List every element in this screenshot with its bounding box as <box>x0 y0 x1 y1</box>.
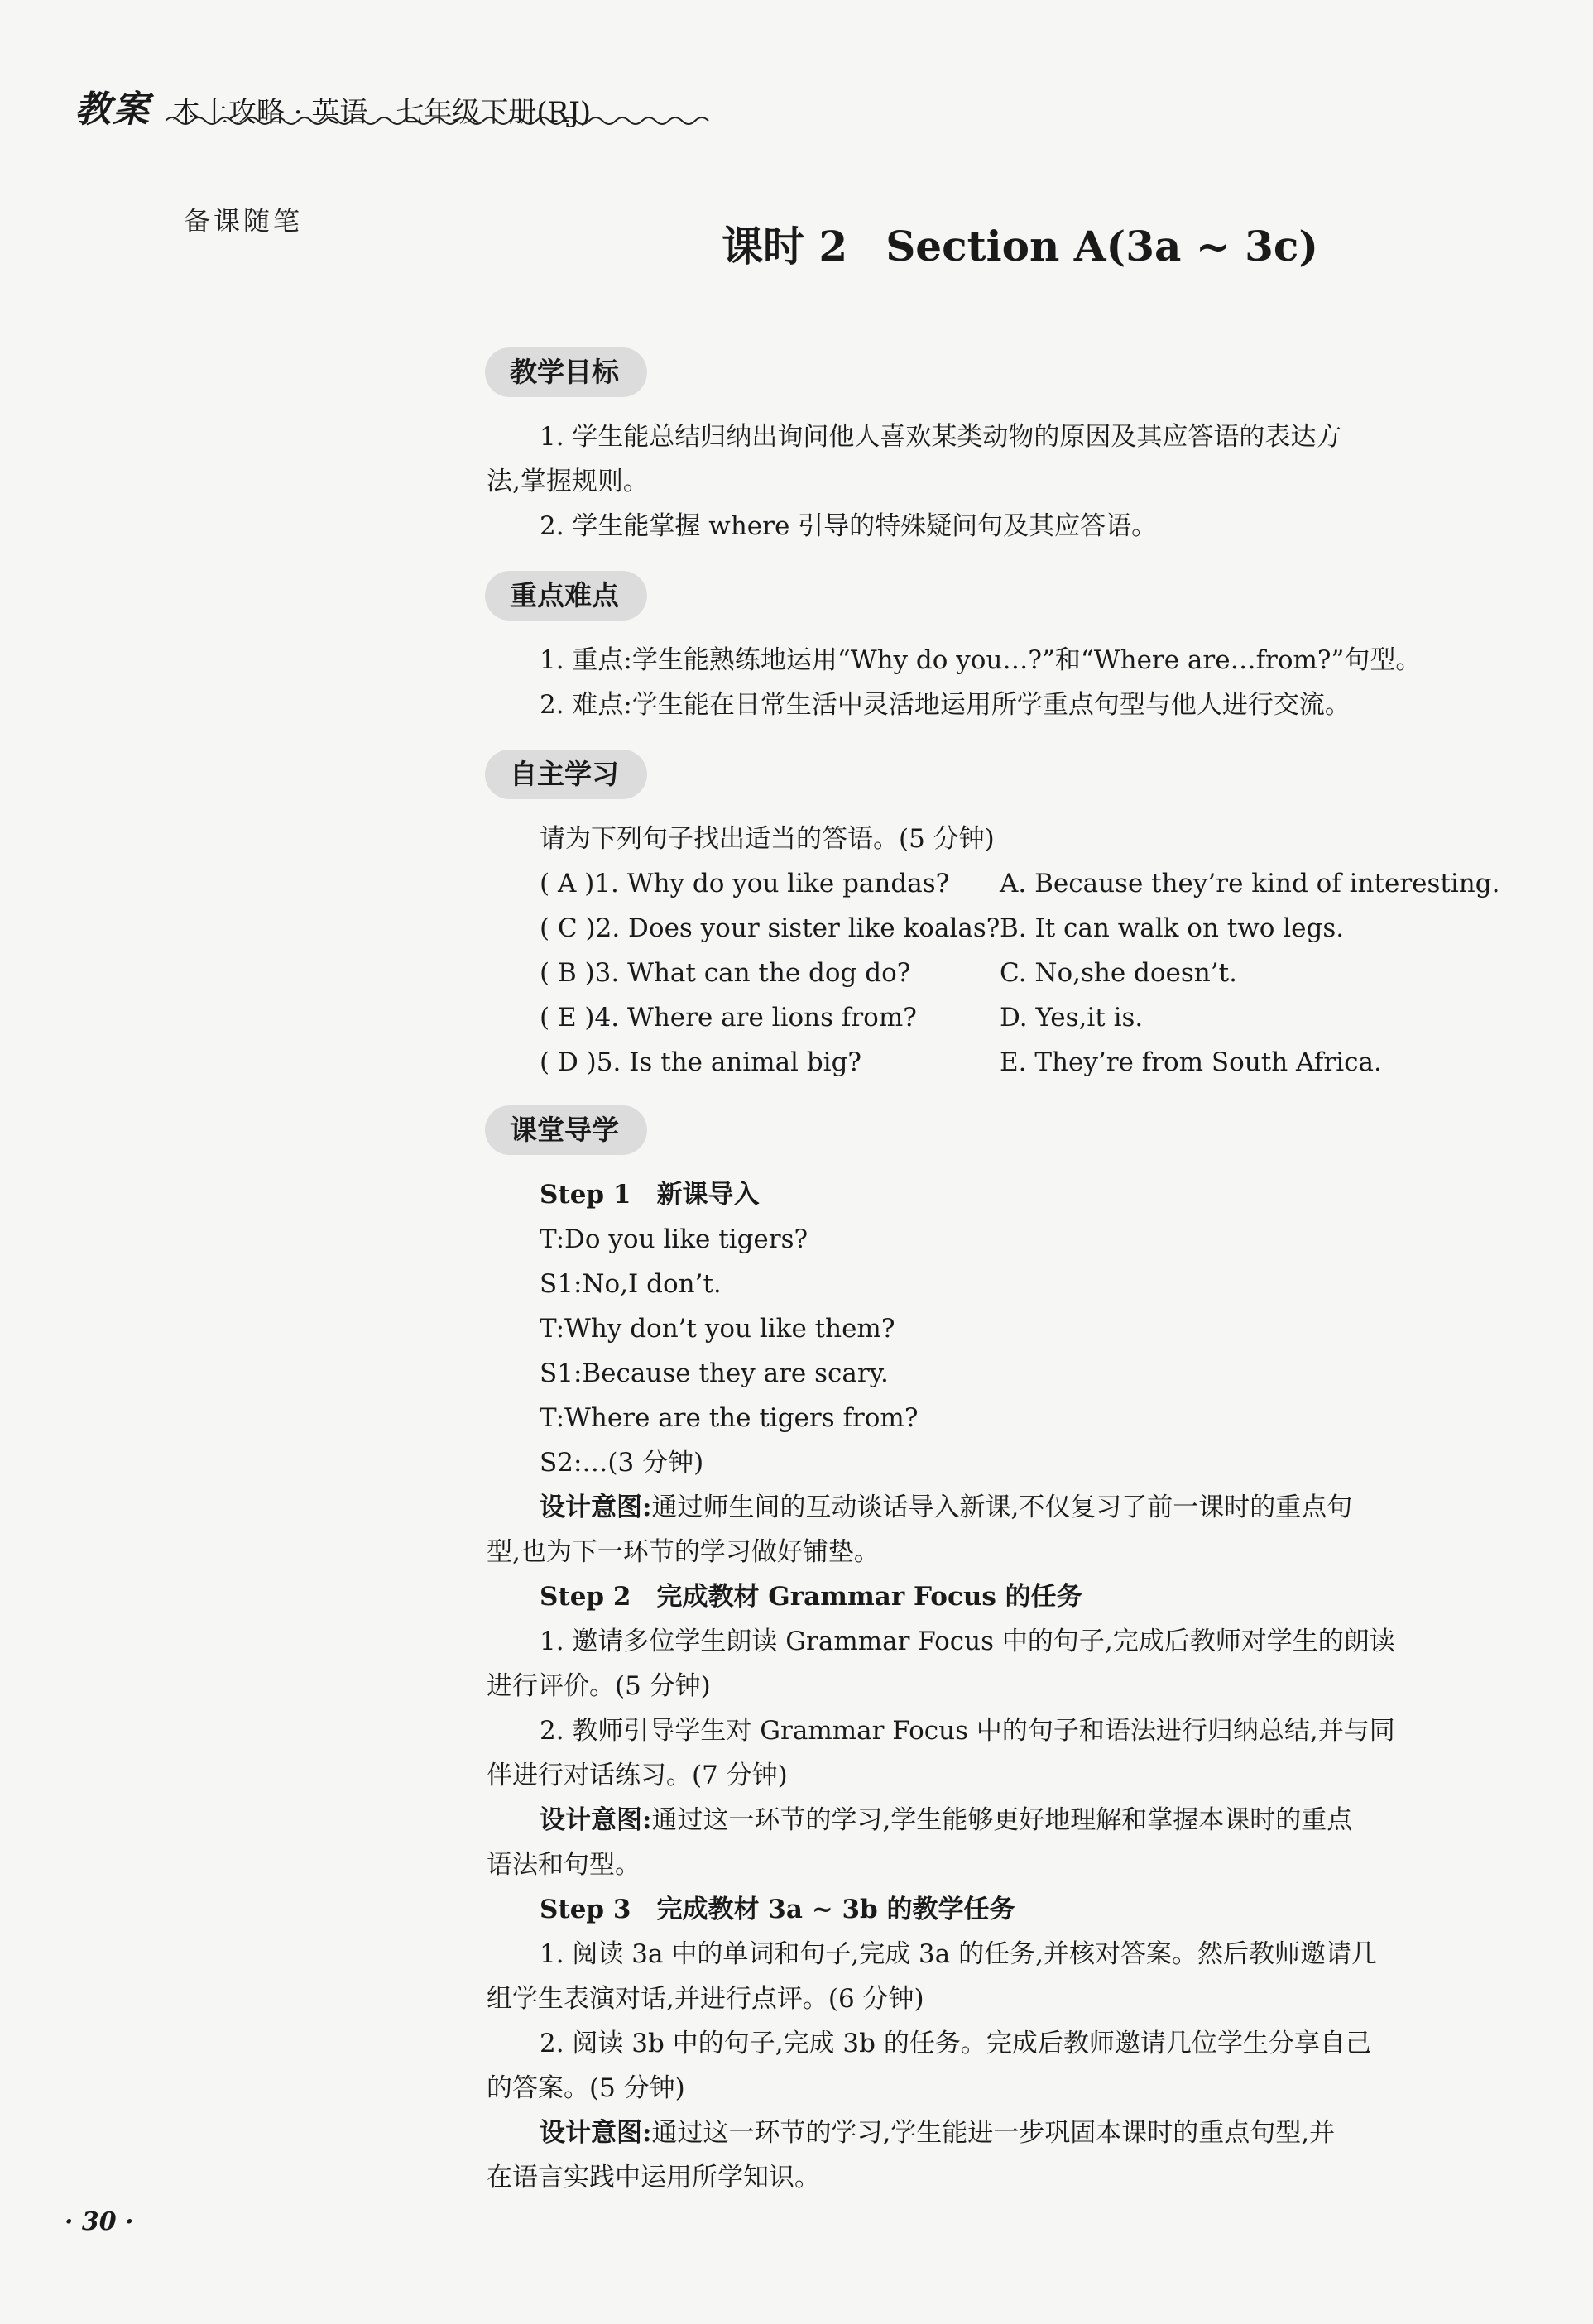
self-study-instruction: 请为下列句子找出适当的答语。(5 分钟) <box>540 824 995 854</box>
answer-option: E. They’re from South Africa. <box>1000 1047 1382 1077</box>
page-number: · 30 · <box>65 2207 134 2236</box>
header-logo: 教案 <box>74 89 151 131</box>
goal-line: 1. 学生能总结归纳出询问他人喜欢某类动物的原因及其应答语的表达方 <box>540 422 1342 452</box>
dialogue-line: T:Do you like tigers? <box>540 1224 808 1254</box>
step-2-line: 进行评价。(5 分钟) <box>487 1671 711 1701</box>
key-point-line: 1. 重点:学生能熟练地运用“Why do you…?”和“Where are…from?”句型。 <box>540 645 1422 675</box>
design-intent-1-cont: 型,也为下一环节的学习做好铺垫。 <box>487 1537 880 1567</box>
question-item: ( E )4. Where are lions from? <box>540 1003 917 1033</box>
step-2-line: 1. 邀请多位学生朗读 Grammar Focus 中的句子,完成后教师对学生的朗读 <box>540 1627 1395 1656</box>
key-point-line: 2. 难点:学生能在日常生活中灵活地运用所学重点句型与他人进行交流。 <box>540 690 1351 720</box>
section-badge-self-study: 自主学习 <box>485 750 647 799</box>
section-badge-key-points: 重点难点 <box>485 571 647 621</box>
step-2-line: 伴进行对话练习。(7 分钟) <box>487 1761 788 1790</box>
dialogue-line: T:Why don’t you like them? <box>540 1314 895 1344</box>
lesson-number: 课时 2 <box>722 222 848 271</box>
section-badge-classroom: 课堂导学 <box>485 1105 647 1155</box>
question-item: ( D )5. Is the animal big? <box>540 1047 862 1077</box>
dialogue-line: S2:…(3 分钟) <box>540 1448 704 1478</box>
design-intent-2: 设计意图:通过这一环节的学习,学生能够更好地理解和掌握本课时的重点 <box>540 1805 1353 1835</box>
goal-line: 2. 学生能掌握 where 引导的特殊疑问句及其应答语。 <box>540 511 1158 541</box>
design-intent-label: 设计意图: <box>540 1805 652 1835</box>
section-badge-goals: 教学目标 <box>485 347 647 397</box>
dialogue-line: T:Where are the tigers from? <box>540 1403 919 1433</box>
question-item: ( A )1. Why do you like pandas? <box>540 869 950 898</box>
design-intent-3-cont: 在语言实践中运用所学知识。 <box>487 2163 820 2192</box>
answer-option: B. It can walk on two legs. <box>1000 913 1345 943</box>
lesson-title <box>722 213 1318 273</box>
margin-notes-label: 备课随笔 <box>184 205 304 237</box>
step-2-title: Step 2 完成教材 Grammar Focus 的任务 <box>540 1582 1082 1612</box>
design-intent-2-cont: 语法和句型。 <box>487 1850 641 1880</box>
design-intent-3: 设计意图:通过这一环节的学习,学生能进一步巩固本课时的重点句型,并 <box>540 2118 1336 2148</box>
question-item: ( C )2. Does your sister like koalas? <box>540 913 1000 943</box>
dialogue-line: S1:Because they are scary. <box>540 1358 889 1388</box>
dialogue-line: S1:No,I don’t. <box>540 1269 722 1299</box>
design-intent-label: 设计意图: <box>540 1493 652 1522</box>
design-intent-1: 设计意图:通过师生间的互动谈话导入新课,不仅复习了前一课时的重点句 <box>540 1493 1353 1522</box>
header-wave-underline <box>166 114 712 127</box>
answer-option: C. No,she doesn’t. <box>1000 958 1237 988</box>
step-2-line: 2. 教师引导学生对 Grammar Focus 中的句子和语法进行归纳总结,并与同 <box>540 1716 1395 1746</box>
step-3-line: 2. 阅读 3b 中的句子,完成 3b 的任务。完成后教师邀请几位学生分享自己 <box>540 2029 1371 2058</box>
section-title: Section A(3a ~ 3c) <box>885 222 1319 271</box>
step-3-line: 的答案。(5 分钟) <box>487 2073 685 2103</box>
step-1-title: Step 1 新课导入 <box>540 1180 760 1210</box>
answer-option: A. Because they’re kind of interesting. <box>1000 869 1500 898</box>
step-3-line: 1. 阅读 3a 中的单词和句子,完成 3a 的任务,并核对答案。然后教师邀请几 <box>540 1939 1377 1969</box>
answer-option: D. Yes,it is. <box>1000 1003 1144 1033</box>
question-item: ( B )3. What can the dog do? <box>540 958 911 988</box>
goal-line: 法,掌握规则。 <box>487 467 649 496</box>
design-intent-label: 设计意图: <box>540 2118 652 2148</box>
step-3-line: 组学生表演对话,并进行点评。(6 分钟) <box>487 1984 924 2014</box>
step-3-title: Step 3 完成教材 3a ~ 3b 的教学任务 <box>540 1895 1015 1924</box>
header-subtitle: 本土攻略 · 英语 七年级下册(RJ) <box>172 96 592 129</box>
